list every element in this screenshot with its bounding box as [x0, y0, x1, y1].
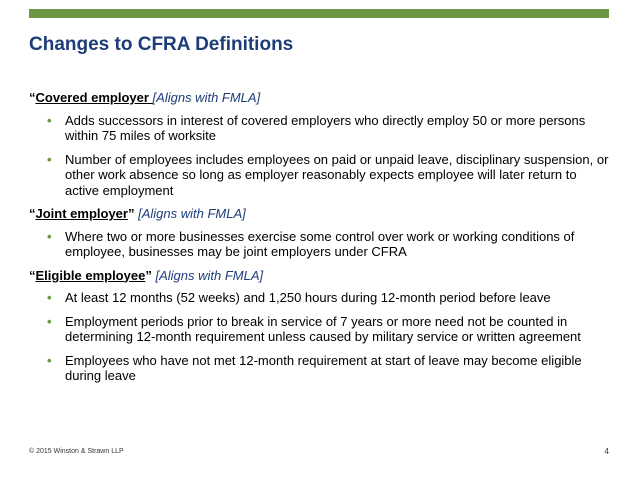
bullet-text: Where two or more businesses exercise some control over work or working conditions of employee, businesses may be joint employers under CFRA: [65, 228, 575, 259]
bullet-text: Adds successors in interest of covered employers who directly employ 50 or more persons within 75 miles of worksite: [65, 112, 586, 143]
heading-term: Joint employer: [35, 206, 128, 221]
alignment-tag: [Aligns with FMLA]: [138, 206, 246, 221]
top-accent-bar: [29, 9, 609, 18]
heading-open-quote: “: [29, 90, 36, 105]
section-eligible-employee: [29, 268, 609, 384]
list-item: [29, 290, 609, 306]
section-heading: [29, 90, 609, 106]
heading-close-quote: ”: [127, 206, 139, 221]
bullet-icon: •: [47, 352, 52, 368]
bullet-icon: •: [47, 112, 52, 128]
list-item: [29, 113, 609, 144]
heading-term: Eligible employee: [35, 267, 146, 283]
section-heading: [29, 206, 609, 222]
bullet-list: [29, 229, 609, 260]
list-item: [29, 229, 609, 260]
slide-title: Changes to CFRA Definitions: [29, 34, 294, 55]
bullet-list: [29, 113, 609, 199]
section-heading: [29, 268, 609, 284]
alignment-tag: [Aligns with FMLA]: [155, 267, 264, 283]
page-number: 4: [604, 447, 609, 456]
bullet-list: [29, 290, 609, 384]
bullet-text: Employees who have not met 12-month requirement at start of leave may become eligible during leave: [65, 352, 582, 383]
footer-copyright: © 2015 Winston & Strawn LLP: [29, 448, 124, 455]
heading-open-quote: “: [29, 206, 36, 221]
bullet-icon: •: [47, 228, 52, 244]
heading-term: Covered employer: [35, 90, 153, 105]
list-item: [29, 314, 609, 345]
bullet-text: At least 12 months (52 weeks) and 1,250 hours during 12-month period before leave: [65, 290, 551, 305]
heading-open-quote: “: [29, 267, 36, 283]
alignment-tag: [Aligns with FMLA]: [152, 90, 261, 105]
bullet-icon: •: [47, 313, 52, 329]
heading-close-quote: ”: [145, 267, 156, 283]
section-joint-employer: [29, 206, 609, 260]
slide-body: [29, 90, 609, 392]
section-covered-employer: [29, 90, 609, 198]
list-item: [29, 152, 609, 199]
bullet-icon: •: [47, 151, 52, 167]
bullet-text: Employment periods prior to break in service of 7 years or more need not be counted in determining 12-month requirement unless caused by military service or written agreement: [65, 313, 581, 344]
list-item: [29, 353, 609, 384]
bullet-text: Number of employees includes employees on paid or unpaid leave, disciplinary suspension, or other work absence so long as employer reasonably expects employee will later return to active employment: [65, 151, 609, 198]
bullet-icon: •: [47, 290, 52, 305]
